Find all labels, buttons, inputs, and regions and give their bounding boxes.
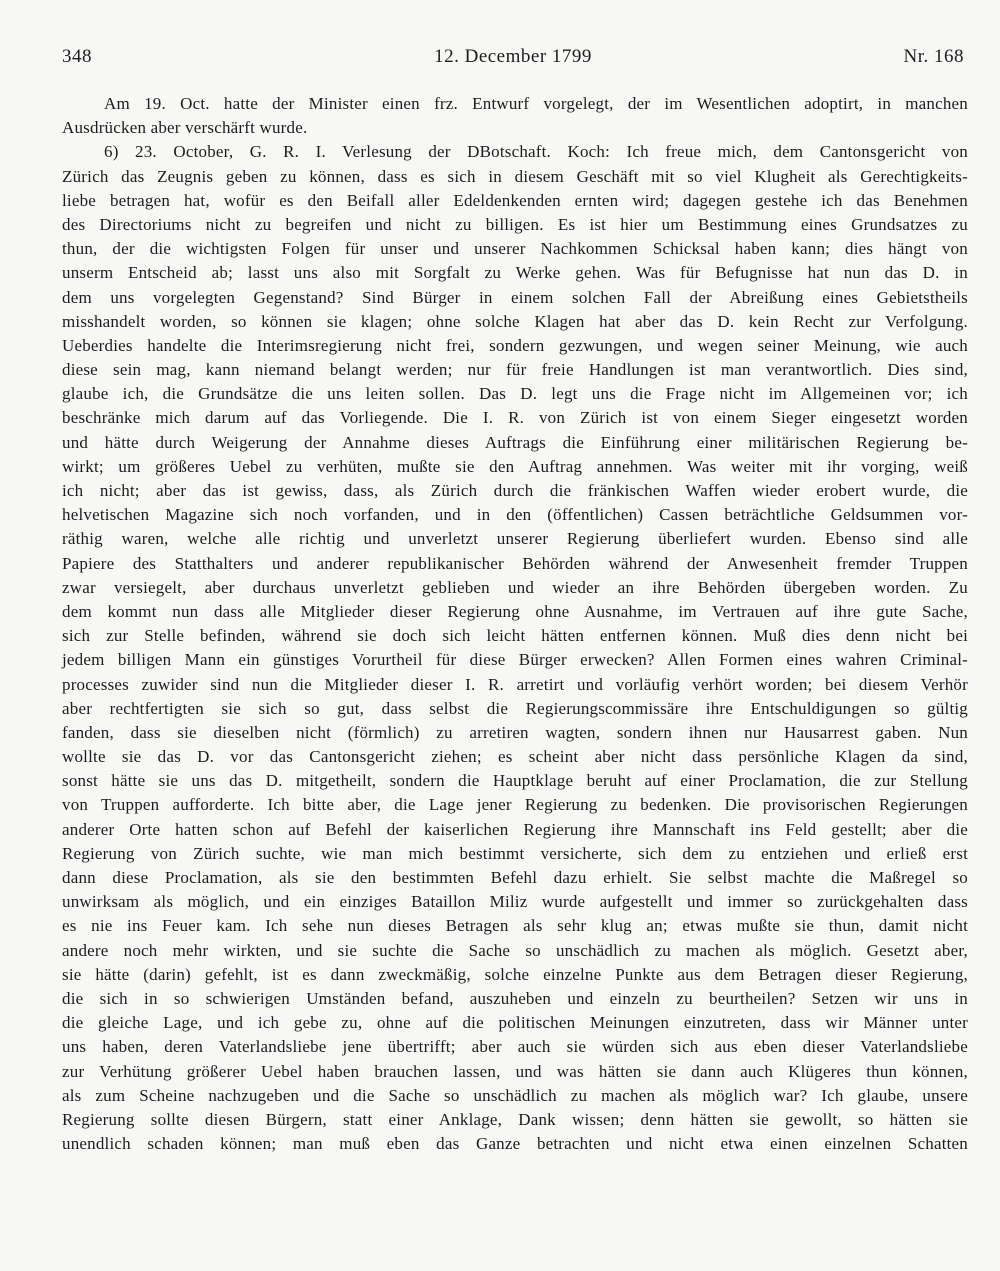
text-line: dann diese Proclamation, als sie den bestimmten Befehl dazu erhielt. Sie selbst machte die Maßregel so [62, 868, 968, 887]
text-line: zur Verhütung größerer Uebel haben brauchen lassen, und was hätten sie dann auch Klügeres thun können, [62, 1061, 968, 1081]
text-line: wirkt; um größeres Uebel zu verhüten, mußte sie den Auftrag annehmen. Was weiter mit ihr vorging, weiß [62, 456, 968, 476]
header-date: 12. December 1799 [434, 46, 592, 67]
text-line: unserm Entscheid ab; lasst uns also mit Sorgfalt zu Werke gehen. Was für Befugnisse hat nun das D. in [62, 263, 968, 283]
text-line: 6) 23. October, G. R. I. Verlesung der DBotschaft. Koch: Ich freue mich, dem Cantonsgericht von [104, 142, 968, 162]
text-line: liebe betragen hat, wofür es den Beifall aller Edeldenkenden ernten wird; dagegen gestehe ich das Benehmen [62, 190, 968, 210]
text-line: anderer Orte hatten schon auf Befehl der kaiserlichen Regierung ihre Mannschaft ins Feld gestellt; aber die [62, 819, 968, 839]
text-line: jedem billigen Mann ein günstiges Vorurtheil für diese Bürger erwecken? Allen Formen eines wahren Criminal- [62, 650, 968, 670]
text-line: Ausdrücken aber verschärft wurde. [62, 118, 308, 138]
text-line: Regierung von Zürich suchte, wie man mich bestimmt versicherte, sich dem zu entziehen und erließ erst [62, 843, 968, 863]
text-line: es nie ins Feuer kam. Ich sehe nun dieses Betragen als sehr klug an; etwas mußte sie thun, damit nicht [62, 916, 968, 936]
text-line: diese sein mag, kann niemand belangt werden; nur für freie Handlungen ist man verantwortlich. Dies sind, [62, 360, 968, 380]
text-line: sie hätte (darin) gefehlt, ist es dann zweckmäßig, solche einzelne Punkte aus dem Betragen dieser Regierung, [62, 964, 968, 984]
text-line: des Directoriums nicht zu begreifen und nicht zu billigen. Es ist hier um Bestimmung eines Grundsatzes zu [62, 214, 968, 234]
text-line: Zürich das Zeugnis geben zu können, dass es sich in diesem Geschäft mit so viel Klugheit als Gerechtigkeits- [62, 166, 968, 186]
text-line: Papiere des Statthalters und anderer republikanischer Behörden während der Anwesenheit fremder Truppen [62, 553, 968, 573]
text-line: unwirksam als möglich, und ein einziges Bataillon Miliz wurde aufgestellt und immer so zurückgehalten dass [62, 892, 968, 912]
text-line: beschränke mich darum auf das Vorliegende. Die I. R. von Zürich ist von einem Sieger eingesetzt worden [62, 408, 968, 428]
text-line: von Truppen aufforderte. Ich bitte aber, die Lage jener Regierung zu bedenken. Die provisorischen Regierungen [62, 795, 968, 815]
text-line: Ueberdies handelte die Interimsregierung nicht frei, sondern gezwungen, und wegen seiner Meinung, wie auch [62, 335, 968, 355]
text-line: als zum Scheine nachzugeben und die Sache so unschädlich zu machen als möglich war? Ich glaube, unsere [62, 1085, 968, 1105]
text-line: fanden, dass sie dieselben nicht (förmlich) zu arretiren wagten, sondern ihnen nur Hausarrest gaben. Nun [62, 722, 968, 742]
text-line: glaube ich, die Grundsätze die uns leiten sollen. Das D. legt uns die Frage nicht im Allgemeinen vor; ich [62, 384, 968, 404]
text-line: die sich in so schwierigen Umständen befand, auszuheben und einzeln zu beurtheilen? Setzen wir uns in [62, 988, 968, 1008]
text-line: Regierung sollte diesen Bürgern, statt einer Anklage, Dank wissen; denn hätten sie gewollt, so hätten sie [62, 1109, 968, 1129]
text-line: aber rechtfertigten sie sich so gut, dass selbst die Regierungscommissäre ihre Entschuldigungen so gültig [62, 698, 968, 718]
text-line: und hätte durch Weigerung der Annahme dieses Auftrags die Einführung einer militärischen Regierung be- [62, 432, 968, 452]
text-line: dem uns vorgelegten Gegenstand? Sind Bürger in einem solchen Fall der Abreißung eines Gebietstheils [62, 287, 968, 307]
text-line: dem kommt nun dass alle Mitglieder dieser Regierung ohne Ausnahme, im Vertrauen auf ihre gute Sache, [62, 601, 968, 621]
document-number: Nr. 168 [903, 46, 964, 67]
text-line: sich zur Stelle befinden, während sie doch sich leicht hätten entfernen können. Muß dies denn nicht bei [62, 626, 968, 646]
text-line: sonst hätte sie uns das D. mitgetheilt, sondern die Hauptklage beruht auf einer Proclamation, die zur Stellung [62, 771, 968, 791]
text-line: misshandelt worden, so können sie klagen; ohne solche Klagen hat aber das D. kein Recht zur Verfolgung. [62, 311, 968, 331]
text-line: räthig waren, welche alle richtig und unverletzt unserer Regierung überliefert wurden. Ebenso sind alle [62, 529, 968, 549]
text-line: wollte sie das D. vor das Cantonsgericht ziehen; es scheint aber nicht dass persönliche Klagen da sind, [62, 747, 968, 767]
text-line: ich nicht; aber das ist gewiss, dass, als Zürich durch die fränkischen Waffen wieder erobert wurde, die [62, 481, 968, 500]
text-line: uns haben, deren Vaterlandsliebe jene übertrifft; aber auch sie würden sich aus eben dieser Vaterlandsliebe [62, 1037, 968, 1057]
text-line: andere noch mehr wirkten, und sie suchte die Sache so unschädlich zu machen als möglich. Gesetzt aber, [62, 940, 968, 960]
text-line: zwar versiegelt, aber durchaus unverletzt geblieben und wieder an ihre Behörden übergeben worden. Zu [62, 577, 968, 597]
text-line: Am 19. Oct. hatte der Minister einen frz. Entwurf vorgelegt, der im Wesentlichen adoptirt, in manchen [104, 94, 968, 113]
text-line: thun, der die wichtigsten Folgen für unser und unserer Nachkommen Schicksal haben kann; dies hängt von [62, 239, 968, 259]
text-line: unendlich schaden können; man muß eben das Ganze betrachten und nicht etwa einen einzelnen Schatten [62, 1134, 968, 1154]
text-line: die gleiche Lage, und ich gebe zu, ohne auf die politischen Meinungen einzutreten, dass wir Männer unter [62, 1013, 968, 1033]
running-header [62, 46, 964, 72]
body-text [62, 92, 968, 1156]
text-line: helvetischen Magazine sich noch vorfanden, und in den (öffentlichen) Cassen beträchtliche Geldsummen vor- [62, 505, 968, 525]
text-line: processes zuwider sind nun die Mitglieder dieser I. R. arretirt und vorläufig verhört worden; bei diesem Verhör [62, 674, 968, 694]
page-number: 348 [62, 46, 92, 67]
